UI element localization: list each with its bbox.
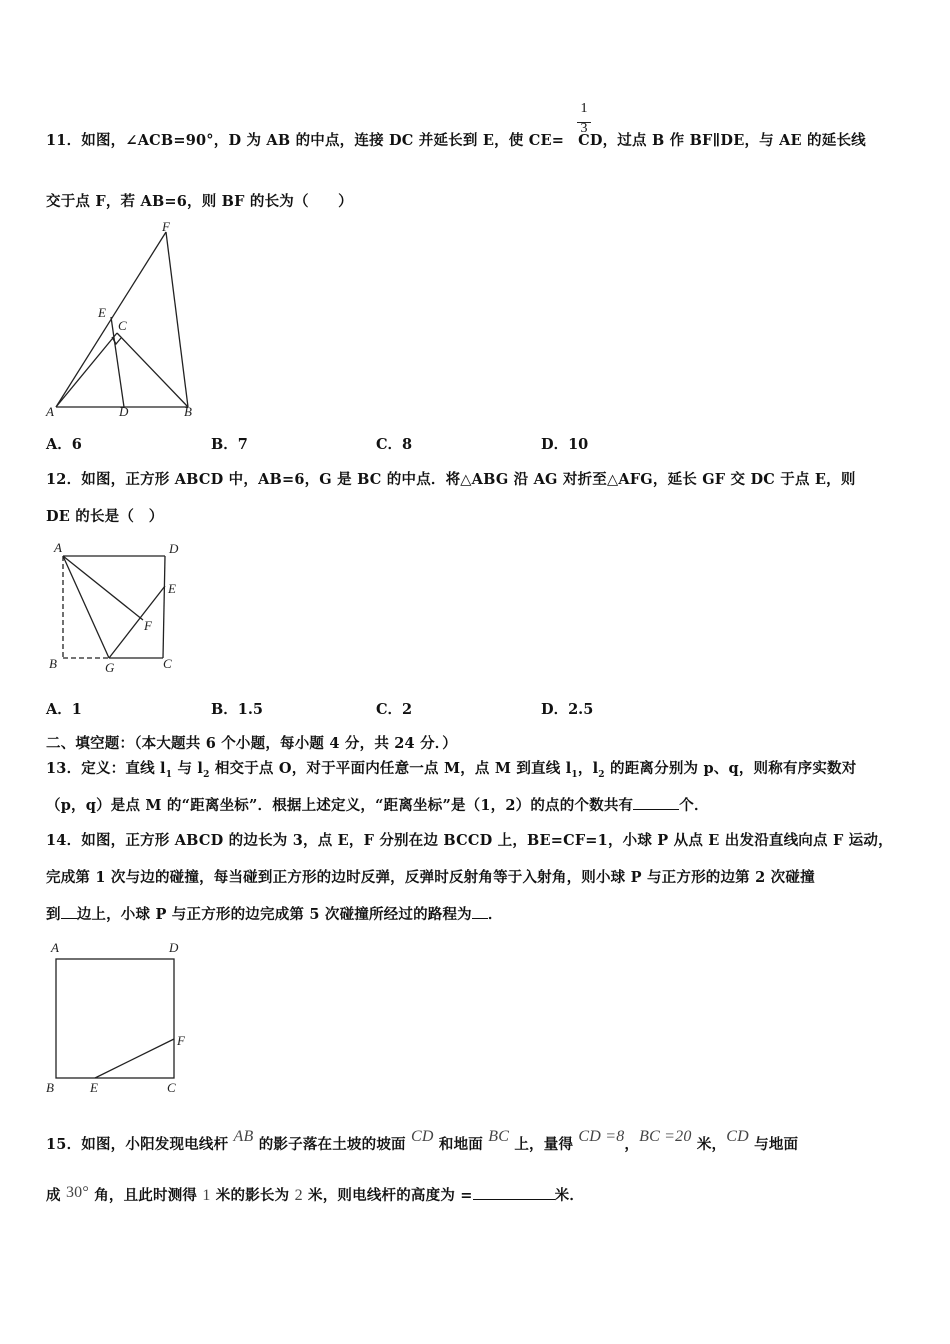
q11-text-b: CD，过点 B 作 BF∥DE，与 AE 的延长线: [578, 132, 866, 149]
label-C: C: [118, 318, 127, 333]
label-A: A: [51, 940, 59, 955]
q11-line2: 交于点 F，若 AB=6，则 BF 的长为（ ）: [46, 193, 353, 210]
label-F: F: [177, 1033, 185, 1048]
answer-blank-1[interactable]: [61, 904, 77, 919]
math-one: 1: [202, 1187, 211, 1204]
q12-line2: DE 的长是（ ）: [46, 508, 164, 525]
frac-denominator: 3: [580, 121, 588, 136]
q11-figure: [40, 220, 210, 425]
q15-t11: 米，则电线杆的高度为 =: [302, 1187, 473, 1204]
frac-numerator: 1: [580, 101, 588, 116]
label-B: B: [46, 1080, 54, 1095]
q11-text-a: 11．如图，∠ACB=90°，D 为 AB 的中点，连接 DC 并延长到 E，使 CE=: [46, 132, 565, 149]
label-F: F: [144, 618, 152, 633]
math-BC-eq: BC =20: [639, 1128, 692, 1145]
answer-blank[interactable]: [473, 1185, 555, 1200]
q13-t7: 个．: [679, 797, 709, 814]
q14-t2: 边上，小球 P 与正方形的边完成第 5 次碰撞所经过的路程为: [76, 906, 472, 923]
seg-FB: [166, 232, 188, 407]
label-C: C: [163, 656, 172, 671]
q14-line2: 完成第 1 次与边的碰撞，每当碰到正方形的边时反弹，反弹时反射角等于入射角，则小球 P 与正方形的边第 2 次碰撞: [46, 869, 815, 886]
q15-t3: 和地面: [433, 1136, 489, 1153]
label-B: B: [184, 404, 192, 419]
q14-line1: 14．如图，正方形 ABCD 的边长为 3，点 E，F 分别在边 BCCD 上，BE=CF=1，小球 P 从点 E 出发沿直线向点 F 运动，: [46, 832, 893, 849]
q14-t1: 到: [46, 906, 61, 923]
math-angle: 30°: [65, 1184, 89, 1201]
q13-line2: [46, 794, 709, 815]
q15-t4: 上，量得: [509, 1136, 579, 1153]
section-heading: 二、填空题：（本大题共 6 个小题，每小题 4 分，共 24 分．）: [46, 735, 457, 752]
q15-t9: 角，且此时测得: [88, 1187, 203, 1204]
answer-blank-2[interactable]: [472, 904, 488, 919]
seg-GE: [109, 586, 165, 658]
q12-option-d: D．2.5: [541, 701, 594, 718]
q11-fraction: [577, 101, 591, 137]
label-D: D: [119, 404, 129, 419]
q11-option-c: C．8: [376, 436, 413, 453]
label-D: D: [169, 541, 179, 556]
q11-line1: [46, 129, 866, 150]
q14-figure: [42, 938, 202, 1100]
frac-bar: [577, 122, 591, 123]
label-E: E: [98, 305, 106, 320]
q15-t6: 米，: [691, 1136, 727, 1153]
seg-AF: [63, 556, 143, 620]
seg-AC: [56, 333, 117, 407]
math-BC: BC: [488, 1128, 510, 1145]
q12-figure: [44, 538, 194, 678]
sub-1: 1: [165, 769, 173, 780]
q12-option-c: C．2: [376, 701, 413, 718]
q14-line3: [46, 903, 503, 924]
q15-t8: 成: [46, 1187, 66, 1204]
label-A: A: [54, 540, 62, 555]
q13-t4: ，l: [577, 760, 599, 777]
label-D: D: [169, 940, 179, 955]
label-C: C: [167, 1080, 176, 1095]
q12-line1: 12．如图，正方形 ABCD 中，AB=6，G 是 BC 的中点．将△ABG 沿 AG 对折至△AFG，延长 GF 交 DC 于点 E，则: [46, 471, 856, 488]
label-E: E: [168, 581, 176, 596]
q15-t7: 与地面: [748, 1136, 799, 1153]
label-F: F: [162, 220, 170, 234]
q15-t10: 米的影长为: [210, 1187, 295, 1204]
label-G: G: [105, 660, 115, 675]
q15-t12: 米．: [554, 1187, 585, 1204]
q11-option-d: D．10: [541, 436, 589, 453]
q13-t2: 与 l: [172, 760, 204, 777]
q15-line1: [46, 1128, 799, 1154]
answer-blank[interactable]: [633, 795, 679, 810]
q13-t5: 的距离分别为 p、q，则称有序实数对: [604, 760, 857, 777]
seg-DC: [163, 556, 165, 658]
sub-2: 2: [203, 769, 210, 780]
q12-option-b: B．1.5: [211, 701, 263, 718]
q11-option-a: A．6: [46, 436, 82, 453]
seg-CB: [117, 333, 188, 407]
q12-option-a: A．1: [46, 701, 82, 718]
q15-t5: ，: [624, 1136, 640, 1153]
math-CD-eq: CD =8: [578, 1128, 625, 1145]
math-CD-2: CD: [726, 1128, 749, 1145]
q15-t1: 15．如图，小阳发现电线杆: [46, 1136, 234, 1153]
q14-t3: ．: [487, 906, 503, 923]
sub-3: 1: [571, 769, 578, 780]
sub-4: 2: [598, 769, 605, 780]
q13-t6: （p，q）是点 M 的“距离坐标”．根据上述定义，“距离坐标”是（1，2）的点的个数共有: [46, 797, 634, 814]
math-CD-1: CD: [410, 1128, 434, 1145]
q11-option-b: B．7: [211, 436, 248, 453]
label-E: E: [90, 1080, 98, 1095]
q13-line1: [46, 757, 856, 780]
label-A: A: [46, 404, 54, 419]
q13-t1: 13．定义：直线 l: [46, 760, 166, 777]
seg-AG: [63, 556, 109, 658]
seg-EF: [95, 1039, 174, 1078]
math-two: 2: [294, 1187, 303, 1204]
q13-t3: 相交于点 O，对于平面内任意一点 M，点 M 到直线 l: [209, 760, 572, 777]
square-ABCD: [56, 959, 174, 1078]
label-B: B: [49, 656, 57, 671]
q15-line2: [46, 1184, 584, 1205]
q15-t2: 的影子落在土坡的坡面: [253, 1136, 411, 1153]
math-AB: AB: [233, 1128, 254, 1145]
